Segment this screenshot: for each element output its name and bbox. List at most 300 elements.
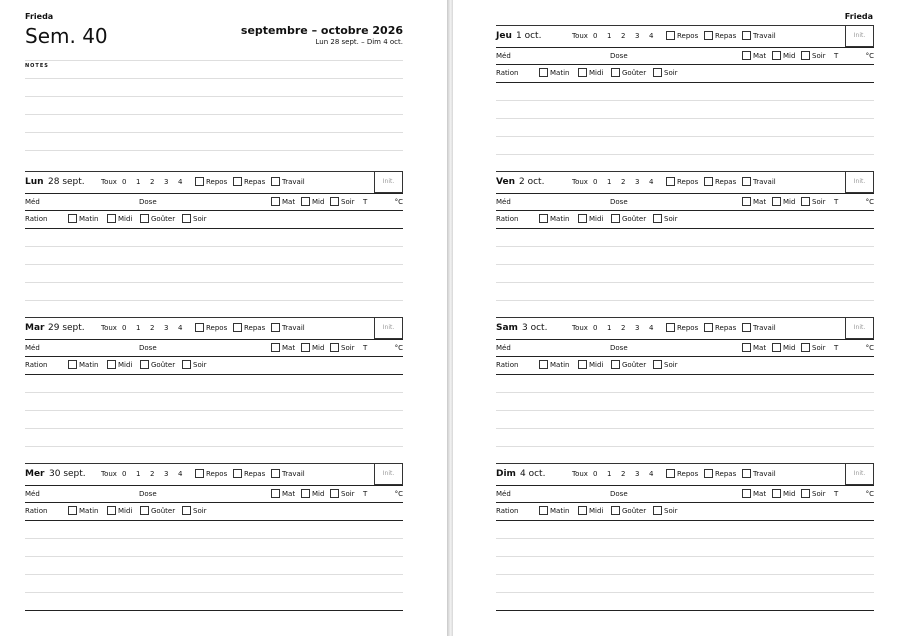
temp-label: T <box>363 490 368 498</box>
mat-checkbox[interactable] <box>742 343 766 352</box>
travail-checkbox[interactable] <box>742 323 776 332</box>
matin-checkbox[interactable] <box>68 506 98 515</box>
checkbox-box[interactable] <box>578 214 587 223</box>
checkbox-box[interactable] <box>666 31 675 40</box>
travail-label: Travail <box>753 31 776 40</box>
toux-label: Toux <box>572 32 588 40</box>
gouter-label: Goûter <box>622 68 647 77</box>
repas-checkbox[interactable] <box>233 323 265 332</box>
soir-label: Soir <box>812 51 826 60</box>
day-header <box>496 171 874 194</box>
soir-meal-label: Soir <box>193 360 207 369</box>
med-label: Méd <box>496 490 511 498</box>
checkbox-box[interactable] <box>772 343 781 352</box>
ration-label: Ration <box>25 507 48 515</box>
checkbox-box[interactable] <box>704 31 713 40</box>
owner-name-right: Frieda <box>844 12 873 21</box>
checkbox-box[interactable] <box>68 214 77 223</box>
toux-label: Toux <box>101 470 117 478</box>
med-label: Méd <box>25 490 40 498</box>
travail-checkbox[interactable] <box>742 469 776 478</box>
checkbox-box[interactable] <box>301 343 310 352</box>
matin-label: Matin <box>79 360 99 369</box>
checkbox-box[interactable] <box>539 506 548 515</box>
checkbox-box[interactable] <box>107 214 116 223</box>
temp-label: T <box>834 198 839 206</box>
travail-label: Travail <box>753 177 776 186</box>
midi-checkbox[interactable] <box>107 506 132 515</box>
toux-level[interactable]: 0 <box>593 32 598 40</box>
toux-level[interactable]: 4 <box>649 178 654 186</box>
checkbox-box[interactable] <box>653 360 662 369</box>
toux-level[interactable]: 0 <box>593 324 598 332</box>
toux-level[interactable]: 2 <box>150 324 155 332</box>
checkbox-box[interactable] <box>666 177 675 186</box>
soir-checkbox[interactable] <box>330 489 355 498</box>
repas-label: Repas <box>244 177 266 186</box>
soir-meal-label: Soir <box>664 214 678 223</box>
midi-label: Midi <box>118 360 133 369</box>
toux-level[interactable]: 4 <box>649 470 654 478</box>
soir-label: Soir <box>341 197 355 206</box>
matin-label: Matin <box>550 506 570 515</box>
repos-label: Repos <box>206 177 228 186</box>
checkbox-box[interactable] <box>772 51 781 60</box>
checkbox-box[interactable] <box>742 51 751 60</box>
checkbox-box[interactable] <box>271 197 280 206</box>
left-page <box>0 0 447 636</box>
init-box[interactable]: Init. <box>374 171 403 193</box>
checkbox-box[interactable] <box>801 51 810 60</box>
ration-row <box>25 356 403 375</box>
midi-checkbox[interactable] <box>578 506 603 515</box>
checkbox-box[interactable] <box>704 469 713 478</box>
med-label: Méd <box>496 344 511 352</box>
checkbox-box[interactable] <box>68 360 77 369</box>
day-name: Ven <box>496 177 515 187</box>
checkbox-box[interactable] <box>271 469 280 478</box>
day-date: 3 oct. <box>522 323 548 333</box>
repos-checkbox[interactable] <box>195 469 227 478</box>
toux-level[interactable]: 1 <box>607 32 612 40</box>
checkbox-box[interactable] <box>704 177 713 186</box>
day-block-2 <box>25 463 403 601</box>
checkbox-box[interactable] <box>653 68 662 77</box>
checkbox-box[interactable] <box>742 197 751 206</box>
travail-checkbox[interactable] <box>742 177 776 186</box>
toux-level[interactable]: 4 <box>649 324 654 332</box>
checkbox-box[interactable] <box>107 506 116 515</box>
checkbox-box[interactable] <box>182 506 191 515</box>
mat-label: Mat <box>282 489 296 498</box>
checkbox-box[interactable] <box>539 214 548 223</box>
soir-meal-checkbox[interactable] <box>182 214 207 223</box>
med-row <box>25 485 403 503</box>
soir-meal-checkbox[interactable] <box>182 506 207 515</box>
checkbox-box[interactable] <box>742 323 751 332</box>
day-date: 4 oct. <box>520 469 546 479</box>
toux-level[interactable]: 3 <box>635 324 640 332</box>
checkbox-box[interactable] <box>330 197 339 206</box>
checkbox-box[interactable] <box>653 214 662 223</box>
med-row <box>496 339 874 357</box>
repas-checkbox[interactable] <box>704 323 736 332</box>
toux-level[interactable]: 3 <box>635 32 640 40</box>
dose-label: Dose <box>610 52 628 60</box>
temp-label: T <box>363 198 368 206</box>
toux-scale[interactable] <box>122 470 192 478</box>
soir-checkbox[interactable] <box>330 343 355 352</box>
day-date: 29 sept. <box>48 323 85 333</box>
temp-label: T <box>834 490 839 498</box>
toux-level[interactable]: 2 <box>621 178 626 186</box>
week-number: Sem. 40 <box>25 24 108 48</box>
day-block-1 <box>25 317 403 455</box>
mid-label: Mid <box>312 489 325 498</box>
toux-level[interactable]: 0 <box>593 178 598 186</box>
day-name: Lun <box>25 177 44 187</box>
soir-meal-checkbox[interactable] <box>653 68 678 77</box>
repos-label: Repos <box>677 469 699 478</box>
travail-checkbox[interactable] <box>742 31 776 40</box>
checkbox-box[interactable] <box>653 506 662 515</box>
repos-label: Repos <box>677 31 699 40</box>
checkbox-box[interactable] <box>742 469 751 478</box>
soir-checkbox[interactable] <box>330 197 355 206</box>
toux-level[interactable]: 3 <box>635 178 640 186</box>
soir-meal-label: Soir <box>193 506 207 515</box>
checkbox-box[interactable] <box>704 323 713 332</box>
gouter-checkbox[interactable] <box>611 214 646 223</box>
soir-meal-checkbox[interactable] <box>182 360 207 369</box>
matin-checkbox[interactable] <box>68 360 98 369</box>
checkbox-box[interactable] <box>742 489 751 498</box>
toux-level[interactable]: 2 <box>150 470 155 478</box>
toux-level[interactable]: 3 <box>164 178 169 186</box>
day-header <box>496 25 874 48</box>
checkbox-box[interactable] <box>195 323 204 332</box>
repas-label: Repas <box>715 323 737 332</box>
temp-unit: °C <box>865 490 874 498</box>
soir-label: Soir <box>812 343 826 352</box>
checkbox-box[interactable] <box>233 177 242 186</box>
midi-label: Midi <box>589 360 604 369</box>
toux-level[interactable]: 3 <box>164 324 169 332</box>
init-box[interactable]: Init. <box>845 25 874 47</box>
midi-checkbox[interactable] <box>107 360 132 369</box>
ration-row <box>496 64 874 83</box>
midi-label: Midi <box>589 68 604 77</box>
toux-level[interactable]: 0 <box>593 470 598 478</box>
soir-checkbox[interactable] <box>801 197 826 206</box>
toux-level[interactable]: 1 <box>607 178 612 186</box>
gouter-label: Goûter <box>151 360 176 369</box>
dose-label: Dose <box>610 198 628 206</box>
soir-meal-checkbox[interactable] <box>653 214 678 223</box>
matin-checkbox[interactable] <box>539 68 569 77</box>
travail-label: Travail <box>753 323 776 332</box>
day-name: Mar <box>25 323 45 333</box>
midi-checkbox[interactable] <box>578 360 603 369</box>
midi-checkbox[interactable] <box>578 68 603 77</box>
page-bottom-rule <box>496 610 874 611</box>
checkbox-box[interactable] <box>611 506 620 515</box>
owner-name: Frieda <box>25 12 54 21</box>
toux-scale[interactable] <box>593 324 663 332</box>
checkbox-box[interactable] <box>140 214 149 223</box>
repos-checkbox[interactable] <box>666 31 698 40</box>
checkbox-box[interactable] <box>801 489 810 498</box>
toux-level[interactable]: 1 <box>607 324 612 332</box>
soir-meal-checkbox[interactable] <box>653 506 678 515</box>
repos-label: Repos <box>206 323 228 332</box>
notes-area[interactable] <box>25 60 403 172</box>
toux-level[interactable]: 2 <box>621 324 626 332</box>
gouter-label: Goûter <box>622 506 647 515</box>
med-label: Méd <box>496 198 511 206</box>
toux-level[interactable]: 4 <box>178 178 183 186</box>
checkbox-box[interactable] <box>301 197 310 206</box>
checkbox-box[interactable] <box>742 31 751 40</box>
toux-level[interactable]: 0 <box>122 178 127 186</box>
mat-checkbox[interactable] <box>271 489 295 498</box>
init-box[interactable]: Init. <box>845 171 874 193</box>
checkbox-box[interactable] <box>330 343 339 352</box>
day-date: 2 oct. <box>519 177 545 187</box>
checkbox-box[interactable] <box>666 323 675 332</box>
init-box[interactable]: Init. <box>374 463 403 485</box>
gouter-checkbox[interactable] <box>140 214 175 223</box>
toux-level[interactable]: 2 <box>621 32 626 40</box>
day-block-3 <box>496 25 874 163</box>
checkbox-box[interactable] <box>140 360 149 369</box>
temp-unit: °C <box>865 344 874 352</box>
travail-checkbox[interactable] <box>271 469 305 478</box>
repas-label: Repas <box>244 469 266 478</box>
toux-scale[interactable] <box>593 32 663 40</box>
mat-checkbox[interactable] <box>742 489 766 498</box>
toux-level[interactable]: 0 <box>122 324 127 332</box>
init-box[interactable]: Init. <box>845 317 874 339</box>
toux-level[interactable]: 1 <box>136 470 141 478</box>
toux-level[interactable]: 2 <box>150 178 155 186</box>
repos-checkbox[interactable] <box>195 323 227 332</box>
repas-checkbox[interactable] <box>704 177 736 186</box>
checkbox-box[interactable] <box>182 214 191 223</box>
day-name: Jeu <box>496 31 512 41</box>
mat-checkbox[interactable] <box>742 197 766 206</box>
midi-checkbox[interactable] <box>578 214 603 223</box>
soir-label: Soir <box>341 343 355 352</box>
mat-checkbox[interactable] <box>742 51 766 60</box>
checkbox-box[interactable] <box>578 360 587 369</box>
day-block-0 <box>25 171 403 309</box>
mid-label: Mid <box>783 197 796 206</box>
matin-checkbox[interactable] <box>539 214 569 223</box>
checkbox-box[interactable] <box>611 214 620 223</box>
checkbox-box[interactable] <box>271 323 280 332</box>
repas-checkbox[interactable] <box>704 469 736 478</box>
repos-checkbox[interactable] <box>666 469 698 478</box>
toux-level[interactable]: 3 <box>164 470 169 478</box>
mid-checkbox[interactable] <box>301 489 324 498</box>
checkbox-box[interactable] <box>68 506 77 515</box>
gouter-checkbox[interactable] <box>140 360 175 369</box>
mid-checkbox[interactable] <box>301 343 324 352</box>
page-bottom-rule <box>25 610 403 611</box>
mid-checkbox[interactable] <box>772 197 795 206</box>
travail-checkbox[interactable] <box>271 177 305 186</box>
repos-checkbox[interactable] <box>666 323 698 332</box>
toux-scale[interactable] <box>593 470 663 478</box>
gouter-checkbox[interactable] <box>140 506 175 515</box>
checkbox-box[interactable] <box>195 177 204 186</box>
checkbox-box[interactable] <box>539 68 548 77</box>
init-box[interactable]: Init. <box>374 317 403 339</box>
soir-checkbox[interactable] <box>801 51 826 60</box>
dose-label: Dose <box>139 344 157 352</box>
day-date: 1 oct. <box>516 31 542 41</box>
repos-checkbox[interactable] <box>195 177 227 186</box>
toux-scale[interactable] <box>122 178 192 186</box>
matin-checkbox[interactable] <box>68 214 98 223</box>
soir-label: Soir <box>812 489 826 498</box>
checkbox-box[interactable] <box>140 506 149 515</box>
day-header <box>496 463 874 486</box>
dose-label: Dose <box>139 198 157 206</box>
gouter-checkbox[interactable] <box>611 506 646 515</box>
checkbox-box[interactable] <box>611 360 620 369</box>
checkbox-box[interactable] <box>611 68 620 77</box>
toux-level[interactable]: 1 <box>607 470 612 478</box>
repas-label: Repas <box>715 177 737 186</box>
checkbox-box[interactable] <box>195 469 204 478</box>
mid-checkbox[interactable] <box>772 343 795 352</box>
day-date: 28 sept. <box>48 177 85 187</box>
day-date: 30 sept. <box>49 469 86 479</box>
soir-meal-checkbox[interactable] <box>653 360 678 369</box>
matin-label: Matin <box>550 214 570 223</box>
mid-checkbox[interactable] <box>301 197 324 206</box>
checkbox-box[interactable] <box>301 489 310 498</box>
mat-checkbox[interactable] <box>271 197 295 206</box>
toux-scale[interactable] <box>593 178 663 186</box>
init-box[interactable]: Init. <box>845 463 874 485</box>
checkbox-box[interactable] <box>772 197 781 206</box>
travail-label: Travail <box>753 469 776 478</box>
day-header <box>496 317 874 340</box>
checkbox-box[interactable] <box>578 506 587 515</box>
mat-checkbox[interactable] <box>271 343 295 352</box>
midi-label: Midi <box>589 506 604 515</box>
toux-level[interactable]: 1 <box>136 324 141 332</box>
toux-label: Toux <box>101 178 117 186</box>
matin-label: Matin <box>550 360 570 369</box>
checkbox-box[interactable] <box>107 360 116 369</box>
repas-checkbox[interactable] <box>233 177 265 186</box>
checkbox-box[interactable] <box>742 177 751 186</box>
ration-label: Ration <box>496 507 519 515</box>
soir-checkbox[interactable] <box>801 489 826 498</box>
repos-checkbox[interactable] <box>666 177 698 186</box>
repas-checkbox[interactable] <box>233 469 265 478</box>
mat-label: Mat <box>753 197 767 206</box>
repos-label: Repos <box>206 469 228 478</box>
checkbox-box[interactable] <box>233 469 242 478</box>
toux-level[interactable]: 0 <box>122 470 127 478</box>
checkbox-box[interactable] <box>666 469 675 478</box>
ration-row <box>496 210 874 229</box>
med-row <box>496 485 874 503</box>
checkbox-box[interactable] <box>772 489 781 498</box>
mid-checkbox[interactable] <box>772 51 795 60</box>
travail-checkbox[interactable] <box>271 323 305 332</box>
ration-row <box>25 502 403 521</box>
repas-checkbox[interactable] <box>704 31 736 40</box>
right-page <box>453 0 900 636</box>
med-label: Méd <box>25 344 40 352</box>
day-name: Sam <box>496 323 518 333</box>
checkbox-box[interactable] <box>801 343 810 352</box>
day-name: Dim <box>496 469 516 479</box>
checkbox-box[interactable] <box>182 360 191 369</box>
midi-checkbox[interactable] <box>107 214 132 223</box>
ration-row <box>496 356 874 375</box>
med-label: Méd <box>25 198 40 206</box>
soir-meal-label: Soir <box>664 68 678 77</box>
checkbox-box[interactable] <box>539 360 548 369</box>
med-row <box>496 193 874 211</box>
checkbox-box[interactable] <box>801 197 810 206</box>
toux-level[interactable]: 1 <box>136 178 141 186</box>
toux-level[interactable]: 3 <box>635 470 640 478</box>
day-block-6 <box>496 463 874 601</box>
toux-level[interactable]: 4 <box>178 324 183 332</box>
mid-checkbox[interactable] <box>772 489 795 498</box>
toux-scale[interactable] <box>122 324 192 332</box>
matin-checkbox[interactable] <box>539 506 569 515</box>
toux-level[interactable]: 2 <box>621 470 626 478</box>
checkbox-box[interactable] <box>233 323 242 332</box>
gouter-checkbox[interactable] <box>611 68 646 77</box>
checkbox-box[interactable] <box>578 68 587 77</box>
day-header <box>25 171 403 194</box>
temp-unit: °C <box>394 490 403 498</box>
dose-label: Dose <box>610 344 628 352</box>
matin-checkbox[interactable] <box>539 360 569 369</box>
travail-label: Travail <box>282 177 305 186</box>
months-title: septembre – octobre 2026 <box>240 24 403 37</box>
day-header <box>25 463 403 486</box>
soir-meal-label: Soir <box>664 360 678 369</box>
toux-level[interactable]: 4 <box>649 32 654 40</box>
checkbox-box[interactable] <box>742 343 751 352</box>
toux-level[interactable]: 4 <box>178 470 183 478</box>
mat-label: Mat <box>753 489 767 498</box>
gouter-checkbox[interactable] <box>611 360 646 369</box>
checkbox-box[interactable] <box>330 489 339 498</box>
soir-label: Soir <box>812 197 826 206</box>
mid-label: Mid <box>312 343 325 352</box>
soir-checkbox[interactable] <box>801 343 826 352</box>
checkbox-box[interactable] <box>271 489 280 498</box>
checkbox-box[interactable] <box>271 177 280 186</box>
checkbox-box[interactable] <box>271 343 280 352</box>
mat-label: Mat <box>753 343 767 352</box>
soir-meal-label: Soir <box>664 506 678 515</box>
med-row <box>25 339 403 357</box>
matin-label: Matin <box>550 68 570 77</box>
